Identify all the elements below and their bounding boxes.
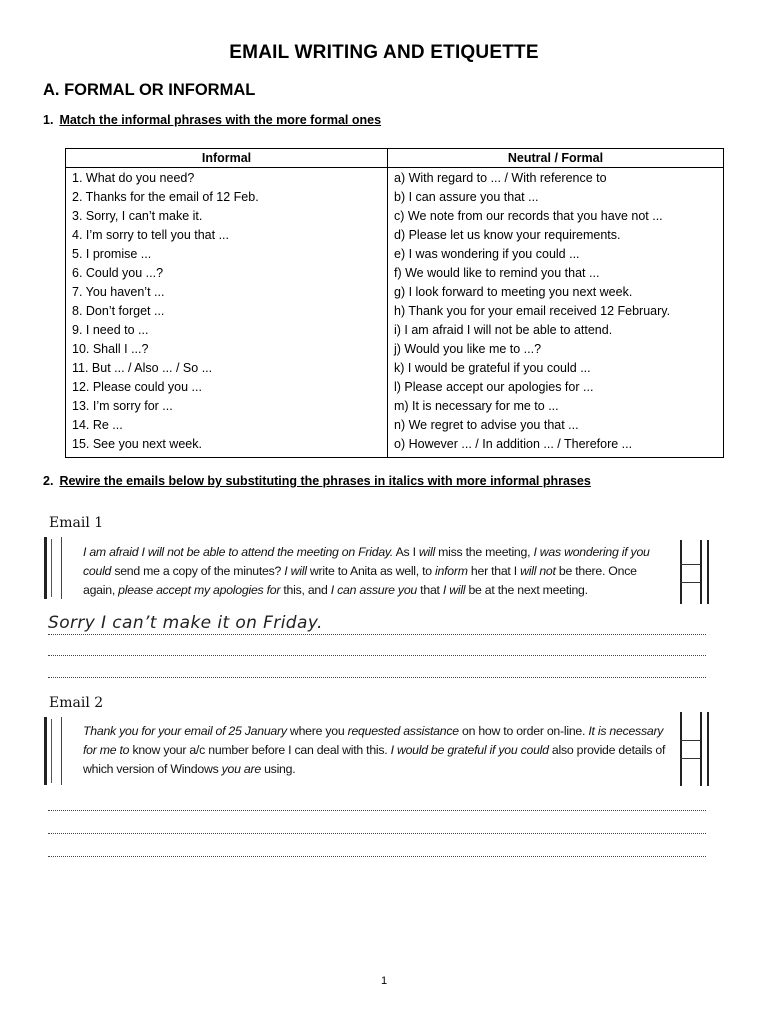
italic-phrase: please accept my apologies for — [118, 583, 281, 597]
informal-item: 8. Don’t forget ... — [72, 304, 165, 318]
formal-item: i) I am afraid I will not be able to attend. — [394, 323, 613, 337]
email-1-left-bracket — [44, 537, 62, 599]
informal-item: 2. Thanks for the email of 12 Feb. — [72, 190, 259, 204]
question-2-number: 2. — [43, 474, 54, 488]
email-1-right-bracket — [680, 540, 710, 604]
plain-text: know your a/c number before I can deal with this. — [129, 743, 391, 757]
question-1 — [43, 113, 381, 127]
italic-phrase: requested assistance — [347, 724, 459, 738]
italic-phrase: will not — [520, 564, 556, 578]
italic-phrase: will — [418, 545, 435, 559]
column-header-formal: Neutral / Formal — [388, 149, 724, 168]
italic-phrase: inform — [435, 564, 468, 578]
formal-item: b) I can assure you that ... — [394, 190, 539, 204]
formal-item: c) We note from our records that you have not ... — [394, 209, 663, 223]
answer-line[interactable] — [48, 856, 706, 857]
question-2 — [43, 474, 591, 488]
plain-text: also provide details of which version of Windows — [83, 743, 666, 776]
answer-line[interactable] — [48, 677, 706, 678]
informal-column — [66, 168, 388, 458]
informal-item: 3. Sorry, I can’t make it. — [72, 209, 203, 223]
plain-text: on how to order on-line. — [458, 724, 589, 738]
page-title: EMAIL WRITING AND ETIQUETTE — [229, 42, 539, 63]
question-1-number: 1. — [43, 113, 54, 127]
email-2-left-bracket — [44, 717, 62, 785]
plain-text: her that I — [467, 564, 521, 578]
plain-text: using. — [260, 762, 296, 776]
plain-text: As I — [393, 545, 419, 559]
plain-text: this, and — [280, 583, 331, 597]
informal-item: 4. I’m sorry to tell you that ... — [72, 228, 230, 242]
italic-phrase: I will — [284, 564, 307, 578]
plain-text: that — [417, 583, 443, 597]
italic-phrase: you are — [221, 762, 261, 776]
informal-item: 15. See you next week. — [72, 437, 202, 451]
informal-item: 14. Re ... — [72, 418, 123, 432]
answer-line[interactable] — [48, 634, 706, 635]
formal-item: a) With regard to ... / With reference to — [394, 171, 607, 185]
formal-column — [388, 168, 724, 458]
informal-item: 9. I need to ... — [72, 323, 149, 337]
plain-text: miss the meeting, — [435, 545, 534, 559]
email-2-heading: Email 2 — [49, 695, 104, 711]
formal-item: l) Please accept our apologies for ... — [394, 380, 594, 394]
italic-phrase: I will — [442, 583, 466, 597]
italic-phrase: I would be grateful if you could — [390, 743, 549, 757]
email-1-body — [83, 543, 669, 600]
italic-phrase: Thank you for your email of 25 January — [83, 724, 287, 738]
answer-line[interactable] — [48, 655, 706, 656]
informal-item: 12. Please could you ... — [72, 380, 202, 394]
italic-phrase: I can assure you — [330, 583, 418, 597]
plain-text: be at the next meeting. — [465, 583, 588, 597]
informal-item: 10. Shall I ...? — [72, 342, 149, 356]
formal-item: d) Please let us know your requirements. — [394, 228, 621, 242]
email-2-body — [83, 722, 669, 779]
formal-item: e) I was wondering if you could ... — [394, 247, 580, 261]
email-1-handwritten-answer: Sorry I can’t make it on Friday. — [48, 613, 323, 633]
informal-item: 13. I’m sorry for ... — [72, 399, 173, 413]
informal-item: 1. What do you need? — [72, 171, 195, 185]
formal-item: o) However ... / In addition ... / Therefore ... — [394, 437, 633, 451]
column-header-informal: Informal — [66, 149, 388, 168]
formal-item: f) We would like to remind you that ... — [394, 266, 600, 280]
question-1-text: Match the informal phrases with the more formal ones — [59, 113, 382, 127]
italic-phrase: I am afraid I will not be able to attend the meeting on Friday. — [83, 545, 394, 559]
email-1-heading: Email 1 — [49, 515, 104, 531]
formal-item: g) I look forward to meeting you next week. — [394, 285, 633, 299]
formal-item: m) It is necessary for me to ... — [394, 399, 559, 413]
formal-item: k) I would be grateful if you could ... — [394, 361, 591, 375]
plain-text: be there. Once again, — [83, 564, 637, 597]
plain-text: where you — [286, 724, 348, 738]
informal-item: 5. I promise ... — [72, 247, 152, 261]
email-2-right-bracket — [680, 712, 710, 786]
plain-text: write to Anita as well, to — [306, 564, 436, 578]
informal-item: 6. Could you ...? — [72, 266, 164, 280]
italic-phrase: It is necessary for me to — [83, 724, 664, 757]
section-heading-a: A. FORMAL OR INFORMAL — [43, 81, 256, 99]
formal-item: j) Would you like me to ...? — [394, 342, 542, 356]
informal-item: 7. You haven’t ... — [72, 285, 165, 299]
matching-table — [65, 148, 724, 458]
formal-item: n) We regret to advise you that ... — [394, 418, 579, 432]
question-2-text: Rewire the emails below by substituting the phrases in italics with more informal phrases — [59, 474, 591, 488]
answer-line[interactable] — [48, 833, 706, 834]
formal-item: h) Thank you for your email received 12 February. — [394, 304, 671, 318]
page-number: 1 — [380, 975, 388, 987]
italic-phrase: I was wondering if you could — [83, 545, 650, 578]
answer-line[interactable] — [48, 810, 706, 811]
informal-item: 11. But ... / Also ... / So ... — [72, 361, 213, 375]
plain-text: send me a copy of the minutes? — [111, 564, 285, 578]
